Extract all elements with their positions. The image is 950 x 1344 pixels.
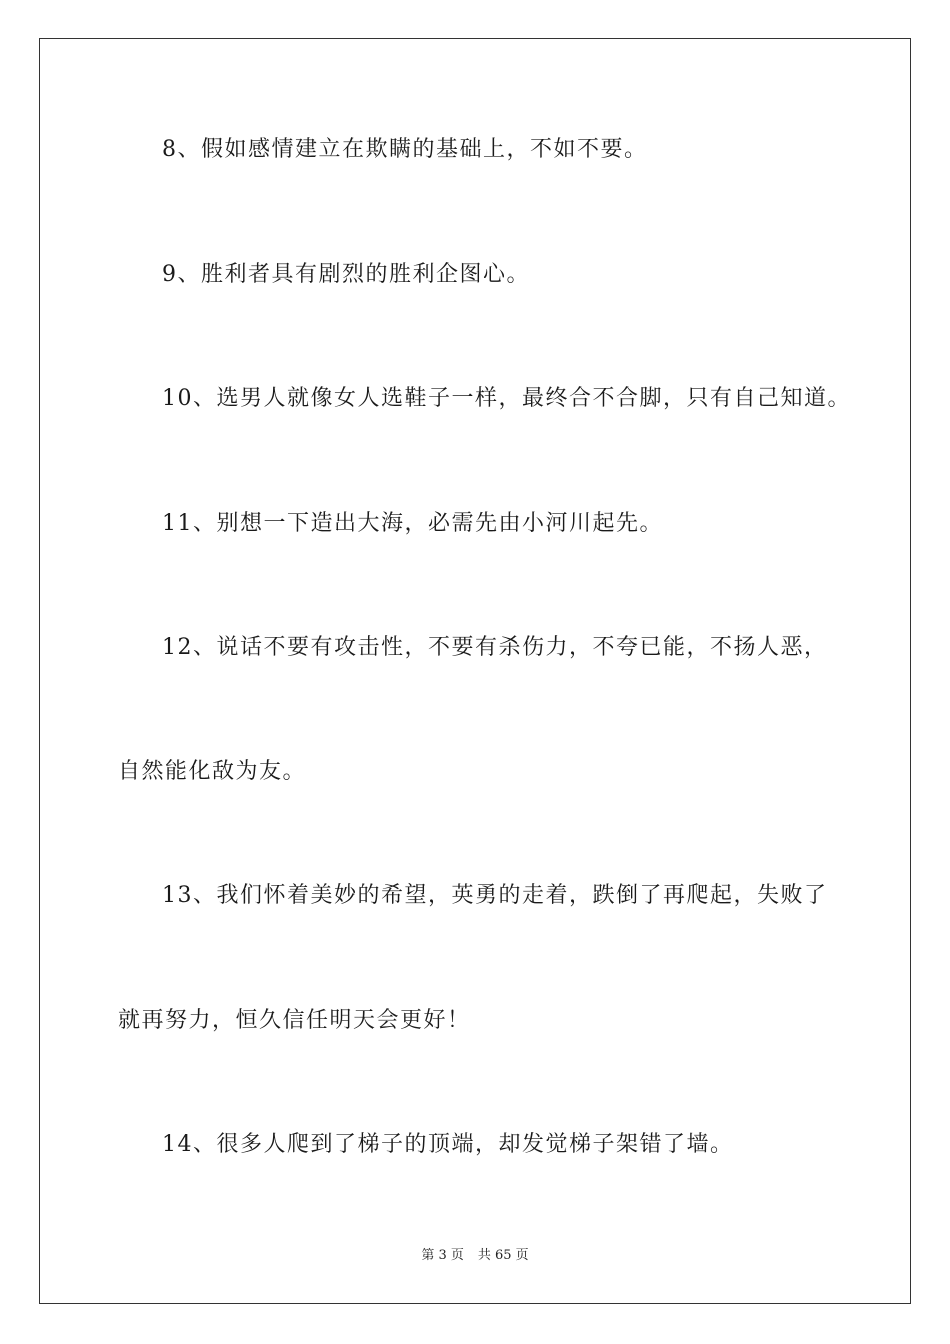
- paragraph-line: 11、别想一下造出大海，必需先由小河川起先。: [162, 511, 663, 536]
- paragraph-line: 14、很多人爬到了梯子的顶端，却发觉梯子架错了墙。: [162, 1132, 734, 1157]
- paragraph-line: 12、说话不要有攻击性，不要有杀伤力，不夸已能，不扬人恶，: [162, 635, 828, 660]
- paragraph-line: 8、假如感情建立在欺瞒的基础上，不如不要。: [162, 137, 648, 162]
- paragraph-line: 就再努力，恒久信任明天会更好！: [118, 1008, 471, 1033]
- paragraph-line: 自然能化敌为友。: [118, 759, 307, 784]
- current-page-label: 第 3 页: [421, 1248, 464, 1263]
- paragraph-line: 13、我们怀着美妙的希望，英勇的走着，跌倒了再爬起，失败了: [162, 883, 828, 908]
- paragraph-line: 9、胜利者具有剧烈的胜利企图心。: [162, 262, 530, 287]
- page-footer: [0, 1247, 950, 1265]
- page-border: [39, 38, 911, 1304]
- paragraph-line: 10、选男人就像女人选鞋子一样，最终合不合脚，只有自己知道。: [162, 386, 851, 411]
- total-pages-label: 共 65 页: [477, 1248, 529, 1263]
